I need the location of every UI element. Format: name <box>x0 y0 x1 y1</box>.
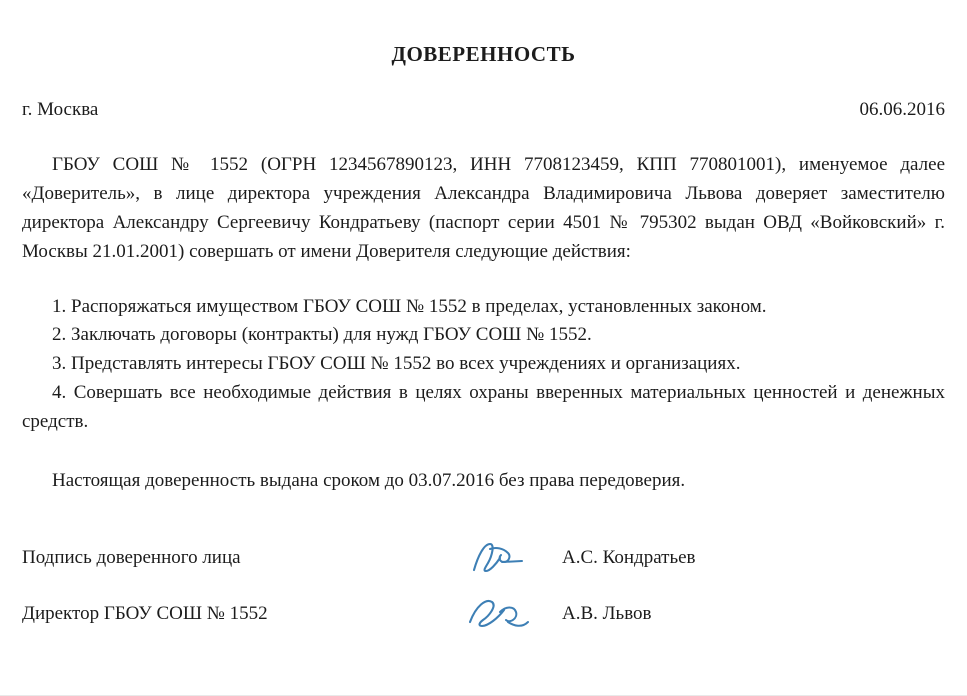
signatures-section <box>0 530 967 642</box>
list-item: 3. Представлять интересы ГБОУ СОШ № 1552 во всех учреждениях и организациях. <box>52 353 741 375</box>
powers-list <box>0 293 967 437</box>
list-item: 4. Совершать все необходимые действия в целях охраны вверенных материальных ценностей и денежных средств. <box>22 382 945 432</box>
validity-section <box>0 467 967 496</box>
signature-mark-lvov <box>442 591 562 637</box>
body-paragraph: ГБОУ СОШ № 1552 (ОГРН 1234567890123, ИНН 7708123459, КПП 770801001), именуемое далее «Доверитель», в лице директора учреждения Александра Владимировича Львова доверяет заместителю директора Александру Сергеевичу Кондратьеву (паспорт серии 4501 № 795302 выдан ОВД «Войковский» г. Москвы 21.01.2001) совершать от имени Доверителя следующие действия: <box>22 154 945 262</box>
list-item: 2. Заключать договоры (контракты) для нужд ГБОУ СОШ № 1552. <box>52 324 592 346</box>
validity-paragraph: Настоящая доверенность выдана сроком до 03.07.2016 без права передоверия. <box>52 469 686 491</box>
city-label: г. Москва <box>22 99 99 120</box>
signature-row <box>22 530 945 586</box>
signature-role-label: Подпись доверенного лица <box>22 546 241 568</box>
document-meta <box>0 99 967 121</box>
signature-role-label: Директор ГБОУ СОШ № 1552 <box>22 602 268 624</box>
body-section <box>0 151 967 267</box>
signature-name: А.В. Львов <box>562 602 652 624</box>
signature-mark-kondratyev <box>442 535 562 581</box>
list-item: 1. Распоряжаться имуществом ГБОУ СОШ № 1552 в пределах, установленных законом. <box>52 295 767 317</box>
page-title: ДОВЕРЕННОСТЬ <box>391 42 576 66</box>
signature-row <box>22 586 945 642</box>
date-label: 06.06.2016 <box>859 99 945 120</box>
signature-name: А.С. Кондратьев <box>562 546 696 568</box>
